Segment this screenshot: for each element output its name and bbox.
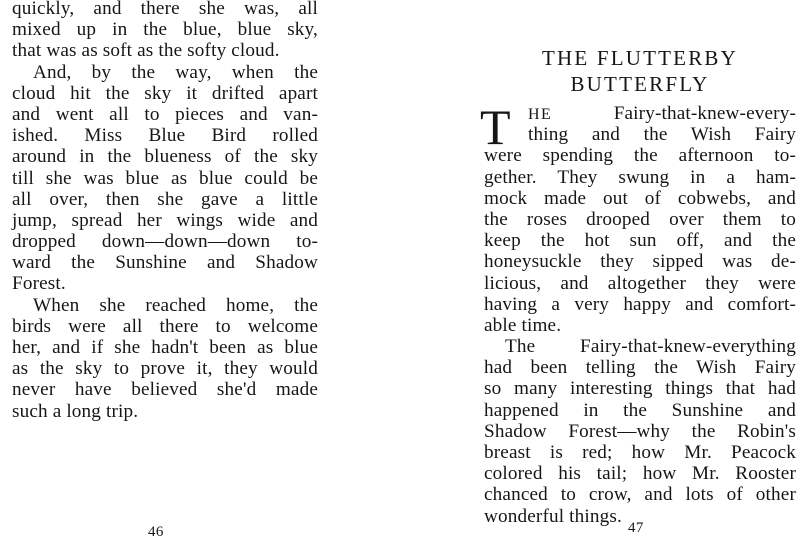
text-line: were spending the afternoon to-	[484, 145, 796, 167]
drop-cap: T	[480, 99, 511, 155]
text-line: birds were all there to welcome	[12, 315, 318, 337]
text-line: happened in the Sunshine and	[484, 399, 796, 421]
text-line: cloud hit the sky it drifted apart	[12, 82, 318, 104]
text-line: mock made out of cobwebs, and	[484, 187, 796, 209]
text-line: Fairy-that-knew-every-	[613, 103, 796, 124]
text-line: thing and the Wish Fairy	[528, 124, 796, 146]
chapter-title: BUTTERFLY	[570, 72, 710, 96]
text-line: wonderful things.	[484, 505, 622, 527]
text-line: quickly, and there she was, all	[12, 0, 318, 19]
text-line: as the sky to prove it, they would	[12, 358, 318, 380]
left-page-text	[12, 0, 318, 422]
text-line: Forest.	[12, 273, 66, 295]
text-line: When she reached home, the	[33, 294, 318, 316]
text-line: colored his tail; how Mr. Rooster	[484, 463, 796, 485]
right-page	[400, 0, 800, 546]
text-line: dropped down—down—down to-	[12, 231, 318, 253]
text-line: around in the blueness of the sky	[12, 146, 318, 168]
text-line: keep the hot sun off, and the	[484, 230, 796, 252]
chapter-title: THE FLUTTERBY	[541, 46, 738, 70]
text-line: ished. Miss Blue Bird rolled	[12, 125, 318, 147]
text-line: And, by the way, when the	[33, 61, 318, 83]
page-number: 47	[628, 520, 644, 536]
small-caps-word: HE	[528, 106, 553, 123]
text-line: Shadow Forest—why the Robin's	[484, 420, 796, 442]
page-number: 46	[148, 524, 164, 540]
text-line: The Fairy-that-knew-everything	[505, 336, 796, 358]
text-line: able time.	[484, 314, 562, 336]
text-line: jump, spread her wings wide and	[12, 209, 318, 231]
text-line: the roses drooped over them to	[484, 208, 796, 230]
text-line: ward the Sunshine and Shadow	[12, 252, 318, 274]
text-line: mixed up in the blue, blue sky,	[12, 19, 318, 41]
text-line: gether. They swung in a ham-	[484, 166, 796, 188]
text-line: so many interesting things that had	[484, 378, 796, 400]
text-line: and went all to pieces and van-	[12, 103, 318, 125]
text-line: having a very happy and comfort-	[484, 293, 796, 315]
text-line: breast is red; how Mr. Peacock	[484, 442, 796, 463]
text-line: had been telling the Wish Fairy	[484, 357, 796, 379]
text-line: licious, and altogether they were	[484, 272, 796, 294]
text-line: till she was blue as blue could be	[12, 167, 318, 189]
text-line: her, and if she hadn't been as blue	[12, 337, 318, 358]
text-line: such a long trip.	[12, 400, 139, 422]
text-line: that was as soft as the softy cloud.	[12, 40, 280, 62]
text-line: chanced to crow, and lots of other	[484, 484, 796, 506]
text-line: all over, then she gave a little	[12, 188, 318, 210]
right-page-text	[480, 45, 796, 527]
text-line: never have believed she'd made	[12, 379, 318, 401]
text-line: honeysuckle they sipped was de-	[484, 251, 796, 273]
